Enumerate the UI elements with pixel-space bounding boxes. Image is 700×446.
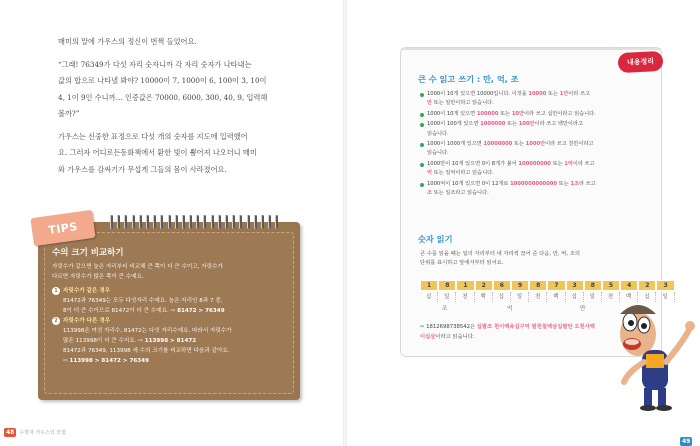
bullet-item: 1000이 1000개 있으면 10000000 또는 1000만이라 쓰고 천만이라고 읽습니다. — [420, 140, 660, 159]
spiral-binding — [110, 215, 278, 229]
digit-row — [420, 280, 675, 291]
place-cell: 천 — [456, 292, 474, 302]
tips-tab-label: TIPS — [47, 219, 79, 237]
section1-title: 큰 수 읽고 쓰기 : 만, 억, 조 — [418, 74, 519, 84]
digit-cell: 6 — [493, 280, 511, 291]
gauss-character-icon — [608, 292, 698, 412]
case1-line: 81472과 76349는 모두 다섯자리 수예요. 높은 자리인 8과 7 중, — [63, 298, 223, 304]
case2-line: 많은 113998이 더 큰 수지요. ⇨ 113998 > 81472 — [63, 338, 197, 344]
unit-label: 조 — [442, 306, 448, 312]
case2-result: 113998 > 81472 — [144, 338, 197, 344]
place-cell: 백 — [547, 292, 565, 302]
case2-title: 자릿수가 다른 경우 — [63, 318, 111, 324]
case1-title: 자릿수가 같은 경우 — [63, 288, 111, 294]
digit-cell: 3 — [566, 280, 584, 291]
place-cell: 천 — [529, 292, 547, 302]
unit-label: 억 — [507, 306, 513, 312]
case1-number-icon: 1 — [52, 287, 60, 295]
story-line: 매미의 말에 가우스의 정신이 번쩍 들었어요. — [58, 37, 197, 46]
story-text — [58, 34, 326, 178]
place-cell: 일 — [511, 292, 529, 302]
case2-final: 113998 > 81472 > 76349 — [69, 358, 149, 364]
tips-body — [52, 262, 284, 366]
story-line: 4, 1이 9인 수니까… 인증값은 70000, 6000, 300, 40, 9, 입력해 — [58, 92, 268, 102]
place-cell: 십 — [493, 292, 511, 302]
case2-number-icon: 2 — [52, 317, 60, 325]
bullet-item: 1000억이 10개 있으면 0이 12개로 1000000000000 또는 1조라 쓰고 조 또는 일조라고 읽습니다. — [420, 180, 660, 199]
example-reading-tail: 이십삼 — [420, 334, 436, 340]
case2-extra: 81472과 76349, 113998 세 수의 크기를 비교하면 다음과 같아요. — [63, 348, 230, 354]
place-cell: 일 — [656, 292, 674, 302]
section2-title: 숫자 읽기 — [418, 234, 453, 244]
page-number: 48 — [6, 429, 15, 436]
digit-cell: 3 — [656, 280, 674, 291]
running-title: 수학자 가우스의 모험 — [19, 430, 67, 436]
tips-card — [38, 219, 300, 400]
place-cell: 백 — [620, 292, 638, 302]
place-cell: 백 — [475, 292, 493, 302]
book-gutter — [343, 0, 347, 446]
digit-cell: 8 — [438, 280, 456, 291]
digit-cell: 1 — [456, 280, 474, 291]
place-cell: 일 — [438, 292, 456, 302]
digit-cell: 2 — [638, 280, 656, 291]
case1-result: 81472 > 76349 — [177, 308, 225, 314]
digit-cell: 7 — [547, 280, 565, 291]
tips-intro-line: 자릿수가 같으면 높은 자리부터 비교해 큰 쪽이 더 큰 수이고, 자릿수가 — [52, 264, 223, 270]
example-number: 1812698738542 — [426, 324, 470, 330]
bullet-item: 1000이 10개 있으면 10000입니다. 이것을 10000 또는 1만이라 쓰고 만 또는 일만이라고 읽습니다. — [420, 90, 660, 109]
story-line: “그래! 76349가 다섯 자리 숫자니까 각 자리 숫자가 나타내는 — [58, 59, 252, 69]
case1-line: 8이 더 큰 수이므로 81472이 더 큰 수예요. ⇨ 81472 > 76349 — [63, 308, 225, 314]
digit-cell: 5 — [602, 280, 620, 291]
digit-cell: 2 — [475, 280, 493, 291]
story-line: 요. 그러자 어디로든동화책에서 환한 빛이 뿜어져 나오더니 매미 — [58, 148, 257, 157]
arrow-icon: ⇨ — [420, 324, 425, 330]
summary-badge: 내용정리 — [618, 51, 664, 73]
story-line: 와 가우스를 감싸기가 무섭게 그들의 몸이 사라졌어요. — [58, 164, 227, 174]
tips-title: 수의 크기 비교하기 — [52, 248, 124, 258]
read-line: 단위를 표시하고 앞에서부터 읽어요. — [420, 260, 504, 267]
digit-cell: 4 — [620, 280, 638, 291]
digit-cell: 9 — [511, 280, 529, 291]
case2-line: 113998은 여섯 자리수, 81472는 다섯 자리수예요. 따라서 자릿수가 — [63, 328, 232, 334]
bullet-list — [420, 90, 660, 199]
digit-cell: 8 — [584, 280, 602, 291]
story-line: 가우스는 신중한 표정으로 다섯 개의 숫자를 지도에 입력했어 — [58, 131, 248, 141]
story-line: 값의 합으로 나타낼 봐야? 10000이 7, 1000이 6, 100이 3, 10이 — [58, 76, 267, 85]
story-line: 볼까?” — [58, 109, 80, 118]
case1-heading — [52, 286, 284, 296]
left-footer — [4, 428, 66, 437]
arrow-icon: ⇨ — [138, 338, 143, 344]
case2-heading — [52, 316, 284, 326]
place-cell: 십 — [638, 292, 656, 302]
read-line: 큰 수를 읽을 때는 일의 자리부터 네 자리씩 끊어 준 다음, 만, 억, 조의 — [420, 251, 580, 257]
page-number: 49 — [682, 438, 691, 445]
bullet-item: 1000이 100개 있으면 1000000 또는 100만이라 쓰고 백만이라고 읽습니다. — [420, 120, 660, 139]
arrow-icon: ⇨ — [63, 358, 68, 364]
reading-example: ⇨ 1812698738542은 십팔조 천이백육십구억 팔천칠백삼십팔만 오천사백 이십삼이라고 읽습니다. — [420, 324, 595, 340]
arrow-icon: ⇨ — [170, 308, 176, 314]
case2-final-line — [52, 356, 284, 366]
left-page — [0, 0, 345, 446]
tips-intro-line: 다르면 자릿수가 많은 쪽이 큰 수예요. — [52, 274, 144, 280]
place-cell: 천 — [602, 292, 620, 302]
digit-cell: 8 — [529, 280, 547, 291]
digit-cell: 1 — [420, 280, 438, 291]
bullet-item: 1000만이 10개 있으면 0이 8개가 붙어 100000000 또는 1억이라 쓰고 억 또는 일억이라고 읽습니다. — [420, 160, 660, 179]
place-cell: 십 — [420, 292, 438, 302]
read-instructions — [420, 250, 660, 269]
unit-label: 만 — [580, 306, 586, 312]
place-cell: 십 — [566, 292, 584, 302]
example-reading: 십팔조 천이백육십구억 팔천칠백삼십팔만 오천사백 — [476, 324, 595, 330]
bullet-item: 1000이 10개 있으면 100000 또는 10만이라 쓰고 십만이라고 읽습니다. — [420, 110, 660, 119]
place-cell: 일 — [584, 292, 602, 302]
right-footer — [680, 428, 692, 446]
